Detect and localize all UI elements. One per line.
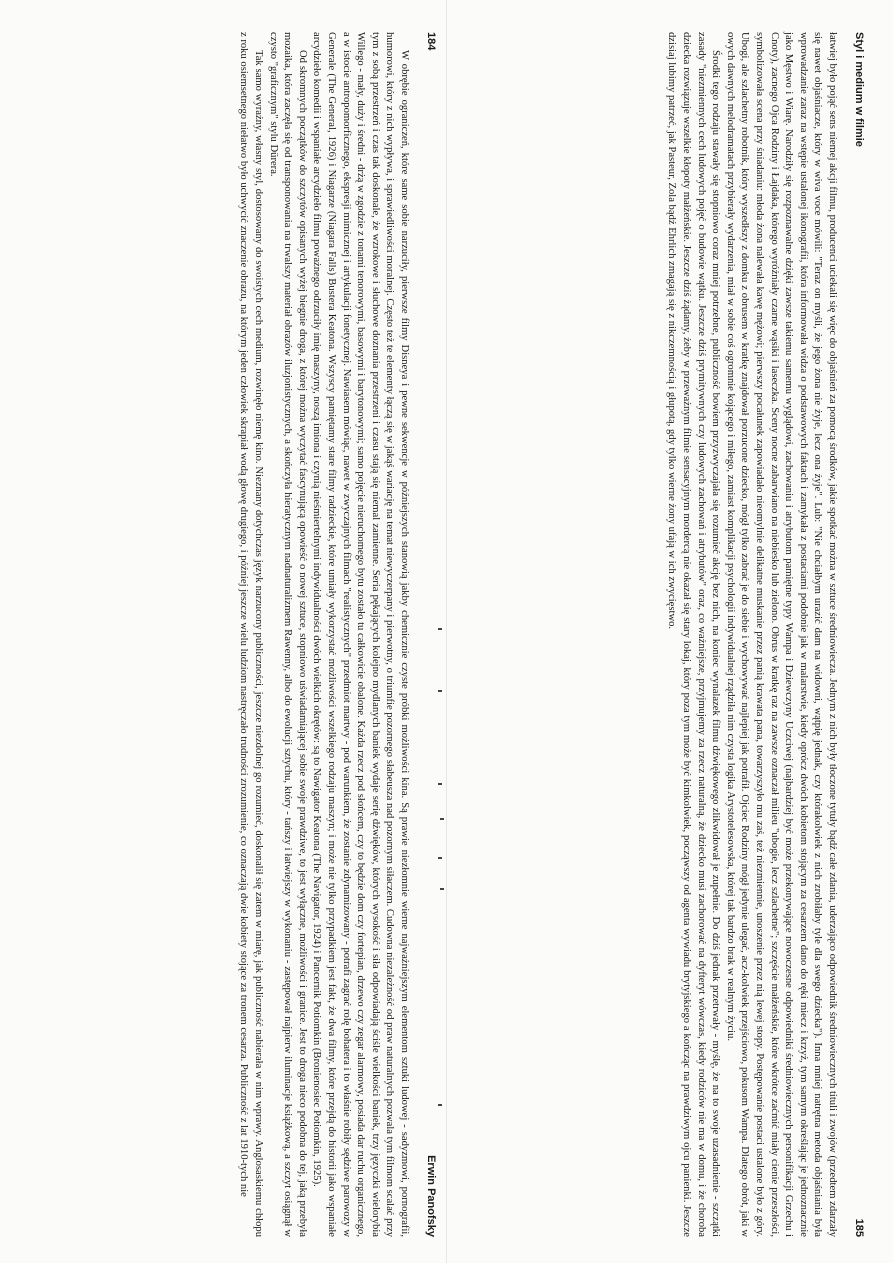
right-page-header xyxy=(843,32,865,1237)
page-number: 184 xyxy=(425,32,437,51)
paragraph: Od skromnych początków do szczytów opisanych wyżej biegnie droga, z której można wyczytać fascynującą opowieść o nowej sztuce, stopniowo uświadamiającej sobie swoje prawdziwe, to jest wyłączne, możliwości i granice. Jest to droga nieco podobna do tej, jaką przebyła mozaika, która zaczęła się od transponowania na trwalszy materiał obrazów iluzjonistycznych, a skończyła hieratycznym nadnaturalizmem Rawenny, albo do ewolucji sztychu, który - tańszy i łatwiejszy w wykonaniu - zastępował najpierw iluminacje książkową, a szczyt osiągnął w czysto "graficznym" stylu Dürera. xyxy=(267,32,308,1237)
page-number: 185 xyxy=(853,1218,865,1237)
paragraph: W obrębie ograniczeń, które same sobie narzuciły, pierwsze filmy Disneya i pewne sekwencje w późniejszych stanowią jakby chemicznie czyste próbki możliwości kina. Są prawie niezłomnie wierne najważniejszym elementom sztuki ludowej - sadyzmowi, pornografii, humorowi, który z nich wypływa, i sprawiedliwości moralnej. Często też te elementy łączą się w jakąś wariację na temat niewyczerpany i pierwotny, o triumfie pozornego słabeusza nad pozornym siłaczem. Cudowna niezależność od praw naturalnych pozwala tym filmom scalać przy tym z sobą przestrzeń i czas tak doskonale, że wzrokowe i słuchowe doznania przestrzeni i czasu stają się niemal zamienne. Seria pękających kolejno mydlanych baniek wydaje serię dźwięków, których wysokość i siła odpowiadają ściśle wielkości baniek, trzy języczki wielorybia Willego - mały, duży i średni - drżą w zgodzie z tonami tenorowymi, basowymi i barytonowymi; samo pojęcie nieruchomego bytu zostało tu całkowicie obalone. Każda rzecz pod słońcem, czy to będzie dom czy fortepian, drzewo czy zegar alarmowy, posiada dar ruchu organicznego, a w istocie antropomorficznego, ekspresji mimicznej i artykulacji fonetycznej. Nawiasem mówiąc, nawet w zwyczajnych filmach "realistycznych" przedmiot martwy - pod warunkiem, że zostanie zdynamizowany - potrafi zagrać rolę bohatera i to właśnie robiły sędziwe parowozy w Generale (The General, 1926) i Niagarze (Niagara Falls) Bustera Keatona. Wszyscy pamiętamy stare filmy radzieckie, które umiały wykorzystać możliwości wszelkiego rodzaju maszyn; i może nie tylko przypadkiem jest fakt, że dwa filmy, które przejdą do historii jako wspaniałe arcydzieło komedii i wspaniałe arcydzieło filmu poważnego odrzuciły imię maszyny, noszą imiona i czynią nieśmiertelnymi indywidualności dwóch wielkich okrętów: są to Nawigator Keatona (The Navigator, 1924) i Pancernik Potiomkin (Bronienosiec Potiomkin, 1925). xyxy=(311,32,410,1237)
right-page-body xyxy=(664,32,839,1237)
right-page xyxy=(460,22,865,1247)
running-head: Styl i medium w filmie xyxy=(853,32,865,147)
left-page-body xyxy=(236,32,411,1237)
running-head: Erwin Panofsky xyxy=(425,1155,437,1237)
paragraph: Środki tego rodzaju stawały się stopniowo coraz mniej potrzebne, publiczność bowiem przyzwyczajała się rozumieć akcję bez nich, na koniec wynalazek filmu dźwiękowego zlikwidował je zupełnie. Do dziś jednak przetrwały - myślę, że na to swoje uzasadnienie - szczątki zasady "niezmiennych cech ludowych pojęć o budowie wątku. Jeszcze dziś prymitywnych czy ludowych zachowań i atrybutów" oraz, co ważniejsze, przyjmujemy za rzecz naturalną, że dziecko musi zachorować na dyfteryt wówczas, kiedy rodziców nie ma w domu, i że choroba dziecka rozwiązuje wszelkie kłopoty małżeńskie. Jeszcze dziś żądamy, żeby w przeważnym filmie sensacyjnym mordercą nie okazał się stary lokaj, który poza tym może być kimkolwiek, począwszy od agenta wywiadu brytyjskiego a kończąc na prawdziwym ojcu panienki. Jeszcze dzisiaj lubimy patrzeć, jak Pasteur, Zola bądź Ehrlich zmagają się z nikczemnością i głupotą, gdy tylko wierne żony ufają w ich zwycięstwo. xyxy=(666,32,722,1237)
left-page xyxy=(32,22,437,1247)
paragraph: Tak samo wyraźny, własny styl, dostosowany do swoistych cech medium, rozwinęło niemę kino. Nieznany dotychczas język narzucony publiczności, jeszcze niezdolnej go rozumieć, doskonalił się zatem w miarę, jak publiczność nabierała w nim wprawy. Anglosaskiemu chłopu z roku osiemsetnego niełatwo było uchwycić znaczenie obrazu, na którym jeden człowiek skrapiał wodą głowę drugiego, i później jeszcze wielu ludziom nastręczało trudności zrozumienie, co oznaczają dwie kobiety stojące za tronem cesarza. Publiczność z lat 1910-tych nie xyxy=(238,32,265,1237)
paragraph: łatwiej było pojąć sens niemej akcji filmu, producenci uciekali się więc do objaśnień za pomocą środków, jakie spotkać można w sztuce średniowiecza. Jednym z nich były tłoczone tytuły bądź całe zdania, uderzająco odpowiednik średniowiecznych tituli i zwojów (przedtem zdarzały się nawet objaśniacze, który w wiva voce mówili: "Teraz on myśli, że jego żona nie żyje, lecz ona żyje". Lub: "Nie chciałbym urazić dam na widowni, wątpię jednak, czy którakolwiek z nich zrobiłaby tyle dla swego dziecka"). Inna mniej natrętna metoda objaśniania była wprowadzanie zaraz na wstępie ustalonej ikonografii, która informowała widza o podstawowych faktach i zamykała z postaciami podobnie jak w malarstwie, kiedy oprócz dwóch kobietom stojącym za cesarzem dano do ręki miecz i krzyż, tym samym określając je jednoznacznie jako Męstwo i Wiarę. Narodziły się rozpoznawalne dzięki zawsze takiemu samemu wyglądowi, zachowaniu i atrybutom pamiętne typy Wampa i Dziewczyny Uczciwej (najbardziej być może przekonywające nowoczesne odpowiedniki średniowiecznych personifikacji Grzechu i Cnoty), zacnego Ojca Rodziny i Łajdaka, którego wyróżniały czarne wąsiki i laseczka. Sceny nocne zabarwiano na niebiesko lub zielono. Obrus w kratkę raz na zawsze oznaczał milieu "ubogie, lecz szlachetne"; szczęście małżeńskie, które wkrótce zaćmić miały cienie przeszłości, symbolizowała scena przy śniadaniu: młoda żona nalewała kawę mężowi; pierwszy pocałunek zapowiadało nieomylnie delikatne muskanie przez panią krawata pana, towarzyszyło mu zaś, też niezmiennie, unoszenie przez nią lewej stopy. Postępowanie postaci ustalone było z góry. Ubogi, ale szlachetny robotnik, który wyszedłszy z domku z obrusem w kratkę znajdował porzucone dziecko, mógł tylko zabrać je do siebie i wychowywać najlepiej jak potrafił. Ojciec Rodziny mógł jedynie ulegać, acz-kolwiek przejściowo, pokusom Wampa. Dlatego obrót, jaki w owych dawnych melodramatach przybierały wydarzenia, miał w sobie coś ogromnie kojącego i miłego, zamiast komplikacji psychologii indywidualnej rządziła nim czysta logika Arystotelesowska, której tak bardzo brak w realnym życiu. xyxy=(724,32,838,1237)
left-page-header xyxy=(415,32,437,1237)
